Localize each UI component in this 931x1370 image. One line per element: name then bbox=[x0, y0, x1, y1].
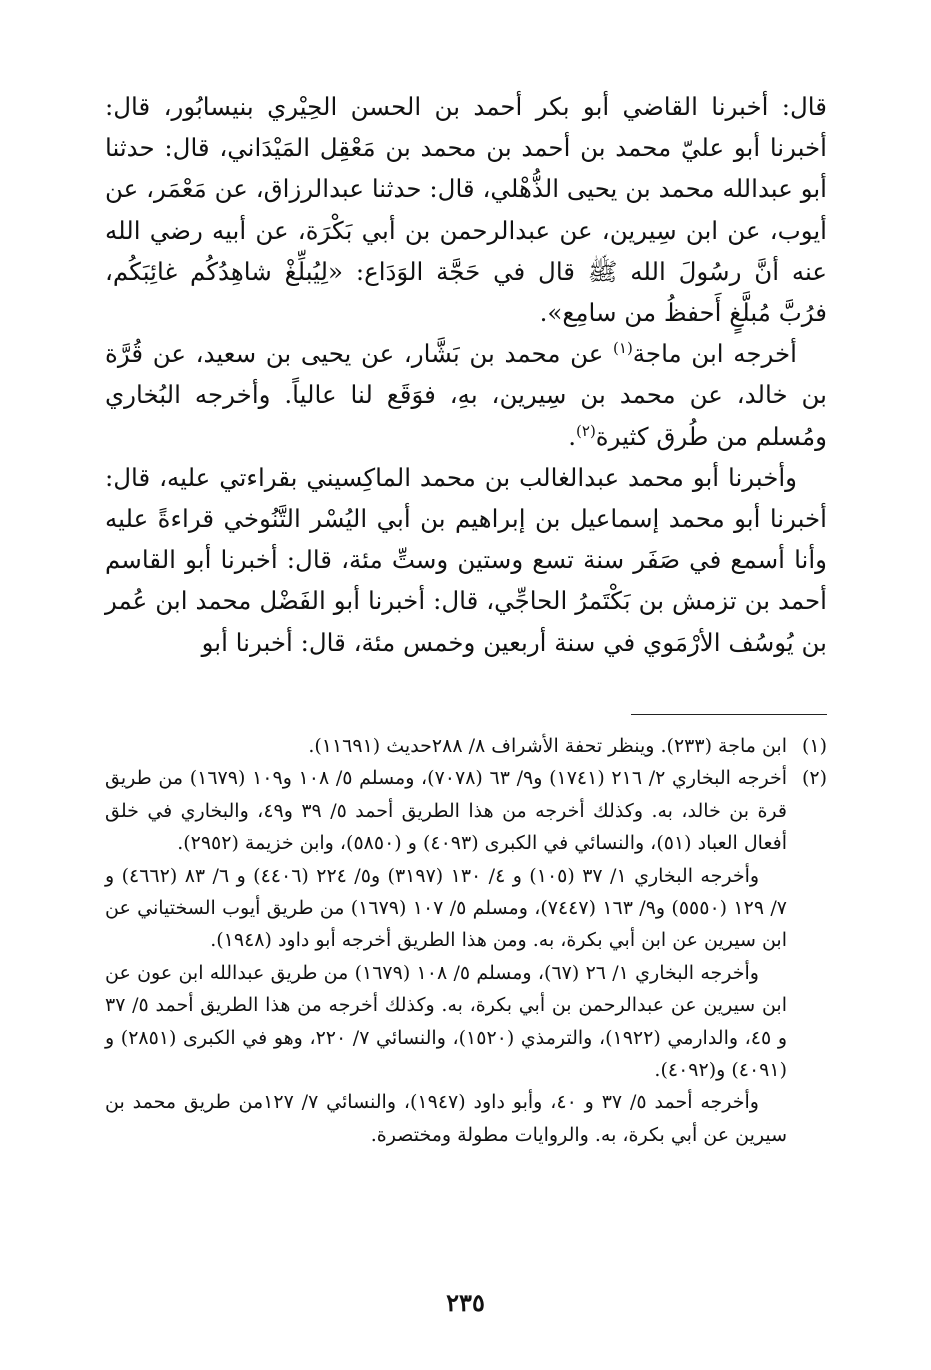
paragraph-3: وأخبرنا أبو محمد عبدالغالب بن محمد الماكِسيني بقراءتي عليه، قال: أخبرنا أبو محمد إسماعيل بن إبراهيم بن أبي اليُسْر التَّنُوخي قراءةً عليه وأنا أسمع في صَفَر سنة تسع وستين وستِّ مئة، قال: أخبرنا أبو القاسم أحمد بن تزمش بن بَكْتَمرُ الحاجِّي، قال: أخبرنا أبو الفَضْل محمد ابن عُمر بن يُوسُف الأرْمَوي في سنة أربعين وخمس مئة، قال: أخبرنا أبو bbox=[105, 462, 827, 657]
footnote-paragraph: وأخرجه البخاري ١/ ٢٦ (٦٧)، ومسلم ٥/ ١٠٨ (١٦٧٩) من طريق عبدالله ابن عون عن ابن سيرين عن عبدالرحمن بن أبي بكرة، به. وكذلك أخرجه من هذا الطريق أحمد ٥/ ٣٧ و ٤٥، والدارمي (١٩٢٢)، والترمذي (١٥٢٠)، والنسائي ٧/ ٢٢٠، وهو في الكبرى (٢٨٥١) و (٤٠٩١) و(٤٠٩٢). bbox=[105, 961, 787, 1082]
footnote-1 bbox=[105, 730, 827, 762]
paragraph-2 bbox=[105, 333, 827, 457]
footnote-number: (١) bbox=[801, 735, 827, 757]
main-text bbox=[105, 86, 827, 663]
footnote-2 bbox=[105, 762, 827, 1151]
footnotes bbox=[105, 730, 827, 1151]
footnote-paragraph: وأخرجه البخاري ١/ ٣٧ (١٠٥) و ٤/ ١٣٠ (٣١٩٧) و٥/ ٢٢٤ (٤٤٠٦) و ٦/ ٨٣ (٤٦٦٢) و ٧/ ١٢٩ (٥٥٥٠) و٩/ ١٦٣ (٧٤٤٧)، ومسلم ٥/ ١٠٧ (١٦٧٩) من طريق أيوب السختياني عن ابن سيرين عن ابن أبي بكرة، به. ومن هذا الطريق أخرجه أبو داود (١٩٤٨). bbox=[105, 864, 787, 952]
footnote-paragraph: أخرجه البخاري ٢/ ٢١٦ (١٧٤١) و٩/ ٦٣ (٧٠٧٨)، ومسلم ٥/ ١٠٨ و١٠٩ (١٦٧٩) من طريق قرة بن خالد، به. وكذلك أخرجه من هذا الطريق أحمد ٥/ ٣٩ و٤٩، والبخاري في خلق أفعال العباد (٥١)، والنسائي في الكبرى (٤٠٩٣) و (٥٨٥٠)، وابن خزيمة (٢٩٥٢). bbox=[105, 767, 788, 855]
paragraph-2-end: . bbox=[568, 421, 577, 451]
footnote-paragraph: وأخرجه أحمد ٥/ ٣٧ و ٤٠، وأبو داود (١٩٤٧)، والنسائي ٧/ ١٢٧من طريق محمد بن سيرين عن أبي بكرة، به. والروايات مطولة ومختصرة. bbox=[105, 1091, 787, 1146]
page-number: ٢٣٥ bbox=[446, 1288, 485, 1317]
paragraph-2-start: أخرجه ابن ماجة bbox=[632, 339, 797, 369]
paragraph-2-middle: عن محمد بن بَشَّار، عن يحيى بن سعيد، عن قُرَّة بن خالد، عن محمد بن سِيرين، بهِ، فوَقَع لنا عالياً. وأخرجه البُخاري ومُسلم من طُرق كثيرة bbox=[105, 339, 827, 451]
footnote-number: (٢) bbox=[801, 767, 827, 790]
footnote-body bbox=[105, 762, 787, 1151]
footnote-ref-1[interactable]: (١) bbox=[613, 339, 633, 358]
footnote-body bbox=[105, 730, 787, 762]
footnote-separator bbox=[631, 714, 827, 715]
paragraph-1: قال: أخبرنا القاضي أبو بكر أحمد بن الحسن الحِيْري بنيسابُور، قال: أخبرنا أبو عليّ محمد بن أحمد بن محمد بن مَعْقِل المَيْدَاني، قال: حدثنا أبو عبدالله محمد بن يحيى الذُّهْلي، قال: حدثنا عبدالرزاق، عن مَعْمَر، عن أيوب، عن ابن سِيرين، عن عبدالرحمن بن أبي بَكْرَة، عن أبيه رضي الله عنه أنَّ رسُولَ الله ﷺ قال في حَجَّة الوَدَاع: «لِيُبلِّغْ شاهِدُكُم غائِبَكُم، فرُبَّ مُبلَّغٍ أَحفظُ من سامِع». bbox=[105, 92, 827, 328]
footnote-paragraph: ابن ماجة (٢٣٣). وينظر تحفة الأشراف ٨/ ٢٨٨حديث (١١٦٩١). bbox=[308, 735, 787, 757]
footnote-ref-2[interactable]: (٢) bbox=[576, 421, 596, 440]
